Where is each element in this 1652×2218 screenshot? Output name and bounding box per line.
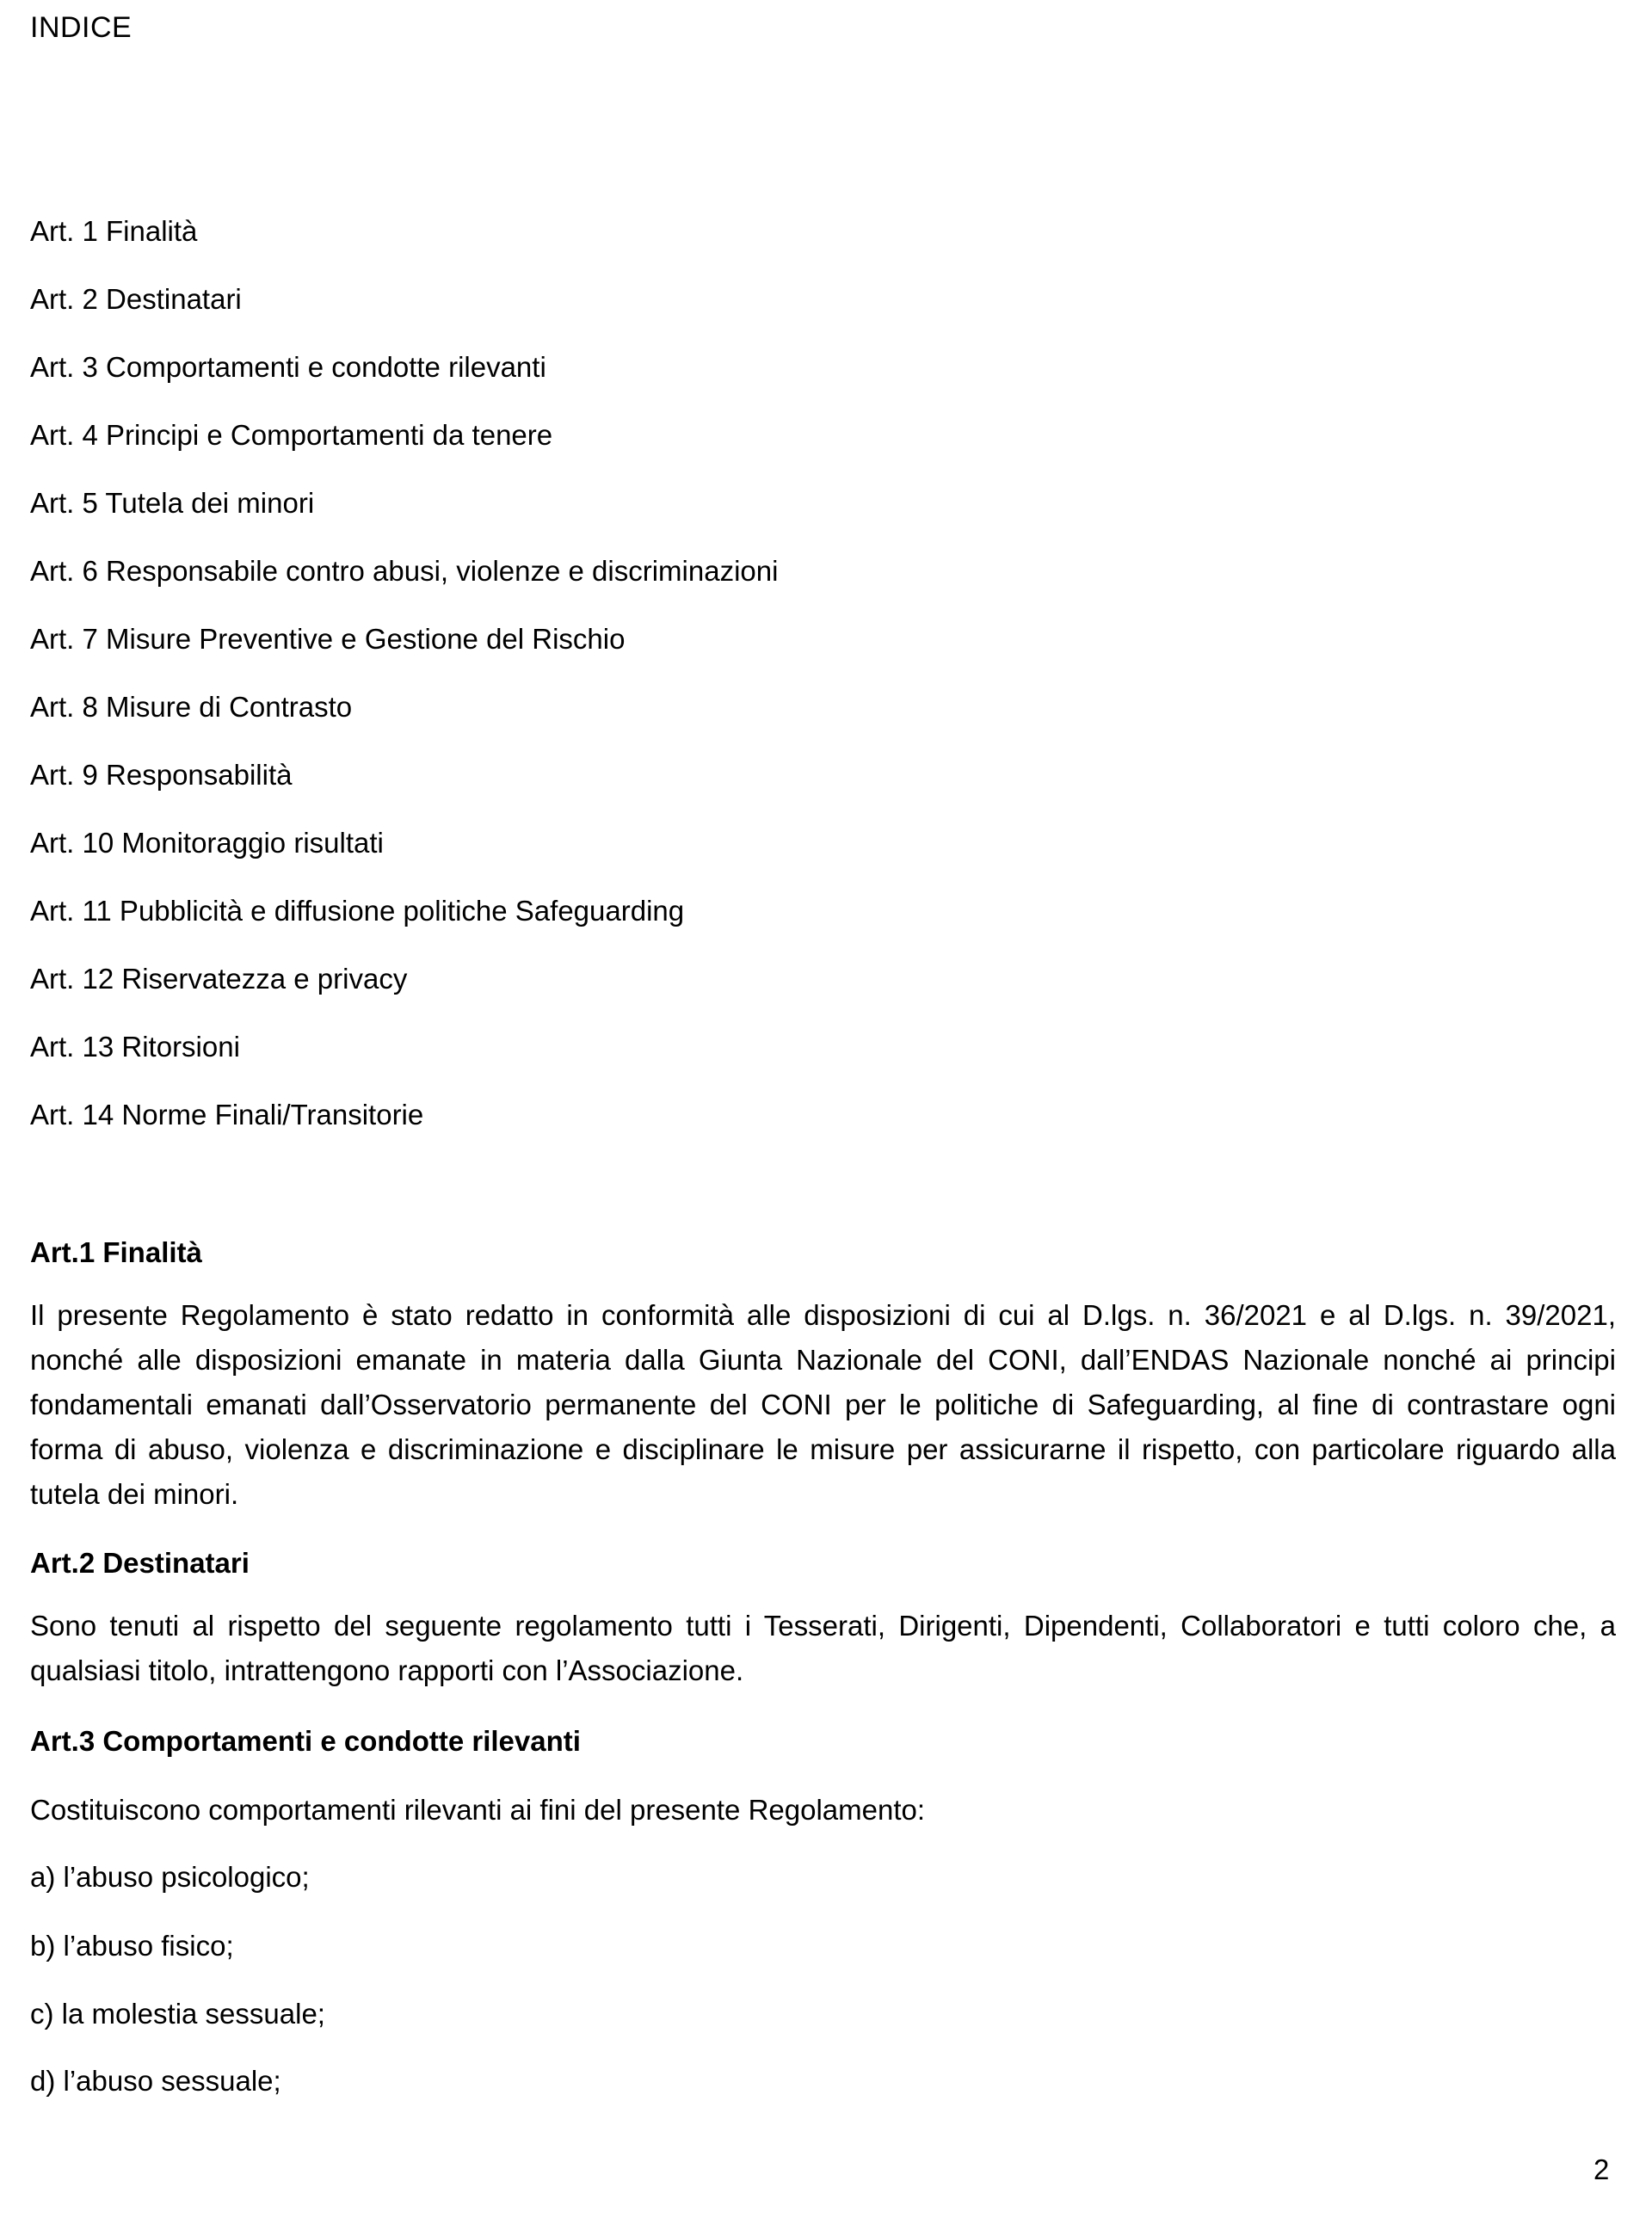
article-3-list-item: a) l’abuso psicologico; bbox=[30, 1861, 310, 1893]
toc-item: Art. 11 Pubblicità e diffusione politiche Safeguarding bbox=[30, 895, 685, 927]
toc-item: Art. 7 Misure Preventive e Gestione del Rischio bbox=[30, 623, 626, 655]
toc-item: Art. 6 Responsabile contro abusi, violenze e discriminazioni bbox=[30, 555, 779, 587]
index-title: INDICE bbox=[30, 11, 133, 44]
article-2-heading: Art.2 Destinatari bbox=[30, 1547, 250, 1579]
toc-item: Art. 3 Comportamenti e condotte rilevanti bbox=[30, 351, 546, 383]
toc-item: Art. 5 Tutela dei minori bbox=[30, 487, 315, 519]
article-2-body: Sono tenuti al rispetto del seguente regolamento tutti i Tesserati, Dirigenti, Dipendenti, Collaboratori e tutti coloro che, a qualsiasi titolo, intrattengono rapporti con l’Associazione. bbox=[30, 1610, 1616, 1686]
toc-item: Art. 12 Riservatezza e privacy bbox=[30, 963, 408, 995]
article-3-heading: Art.3 Comportamenti e condotte rilevanti bbox=[30, 1725, 581, 1757]
article-3-list-item: b) l’abuso fisico; bbox=[30, 1930, 234, 1962]
toc-item: Art. 13 Ritorsioni bbox=[30, 1031, 240, 1063]
toc-item: Art. 4 Principi e Comportamenti da tenere bbox=[30, 419, 553, 451]
article-3-list-item: d) l’abuso sessuale; bbox=[30, 2065, 281, 2097]
article-1-heading: Art.1 Finalità bbox=[30, 1236, 202, 1268]
article-3-intro: Costituiscono comportamenti rilevanti ai fini del presente Regolamento: bbox=[30, 1794, 926, 1826]
toc-item: Art. 10 Monitoraggio risultati bbox=[30, 827, 384, 859]
toc-item: Art. 9 Responsabilità bbox=[30, 759, 293, 791]
toc-item: Art. 8 Misure di Contrasto bbox=[30, 691, 353, 723]
toc-item: Art. 2 Destinatari bbox=[30, 283, 242, 315]
page-number: 2 bbox=[1593, 2153, 1610, 2185]
table-of-contents bbox=[30, 214, 778, 1166]
article-3-list-item: c) la molestia sessuale; bbox=[30, 1998, 325, 2030]
article-1-body: Il presente Regolamento è stato redatto in conformità alle disposizioni di cui al D.lgs. n. 36/2021 e al D.lgs. n. 39/2021, nonché alle disposizioni emanate in materia dalla Giunta Nazionale del CONI, dall’ENDAS Nazionale nonché ai principi fondamentali emanati dall’Osservatorio permanente del CONI per le politiche di Safeguarding, al fine di contrastare ogni forma di abuso, violenza e discriminazione e disciplinare le misure per assicurarne il rispetto, con particolare riguardo alla tutela dei minori. bbox=[30, 1299, 1616, 1510]
toc-item: Art. 14 Norme Finali/Transitorie bbox=[30, 1099, 424, 1131]
toc-item: Art. 1 Finalità bbox=[30, 215, 198, 247]
